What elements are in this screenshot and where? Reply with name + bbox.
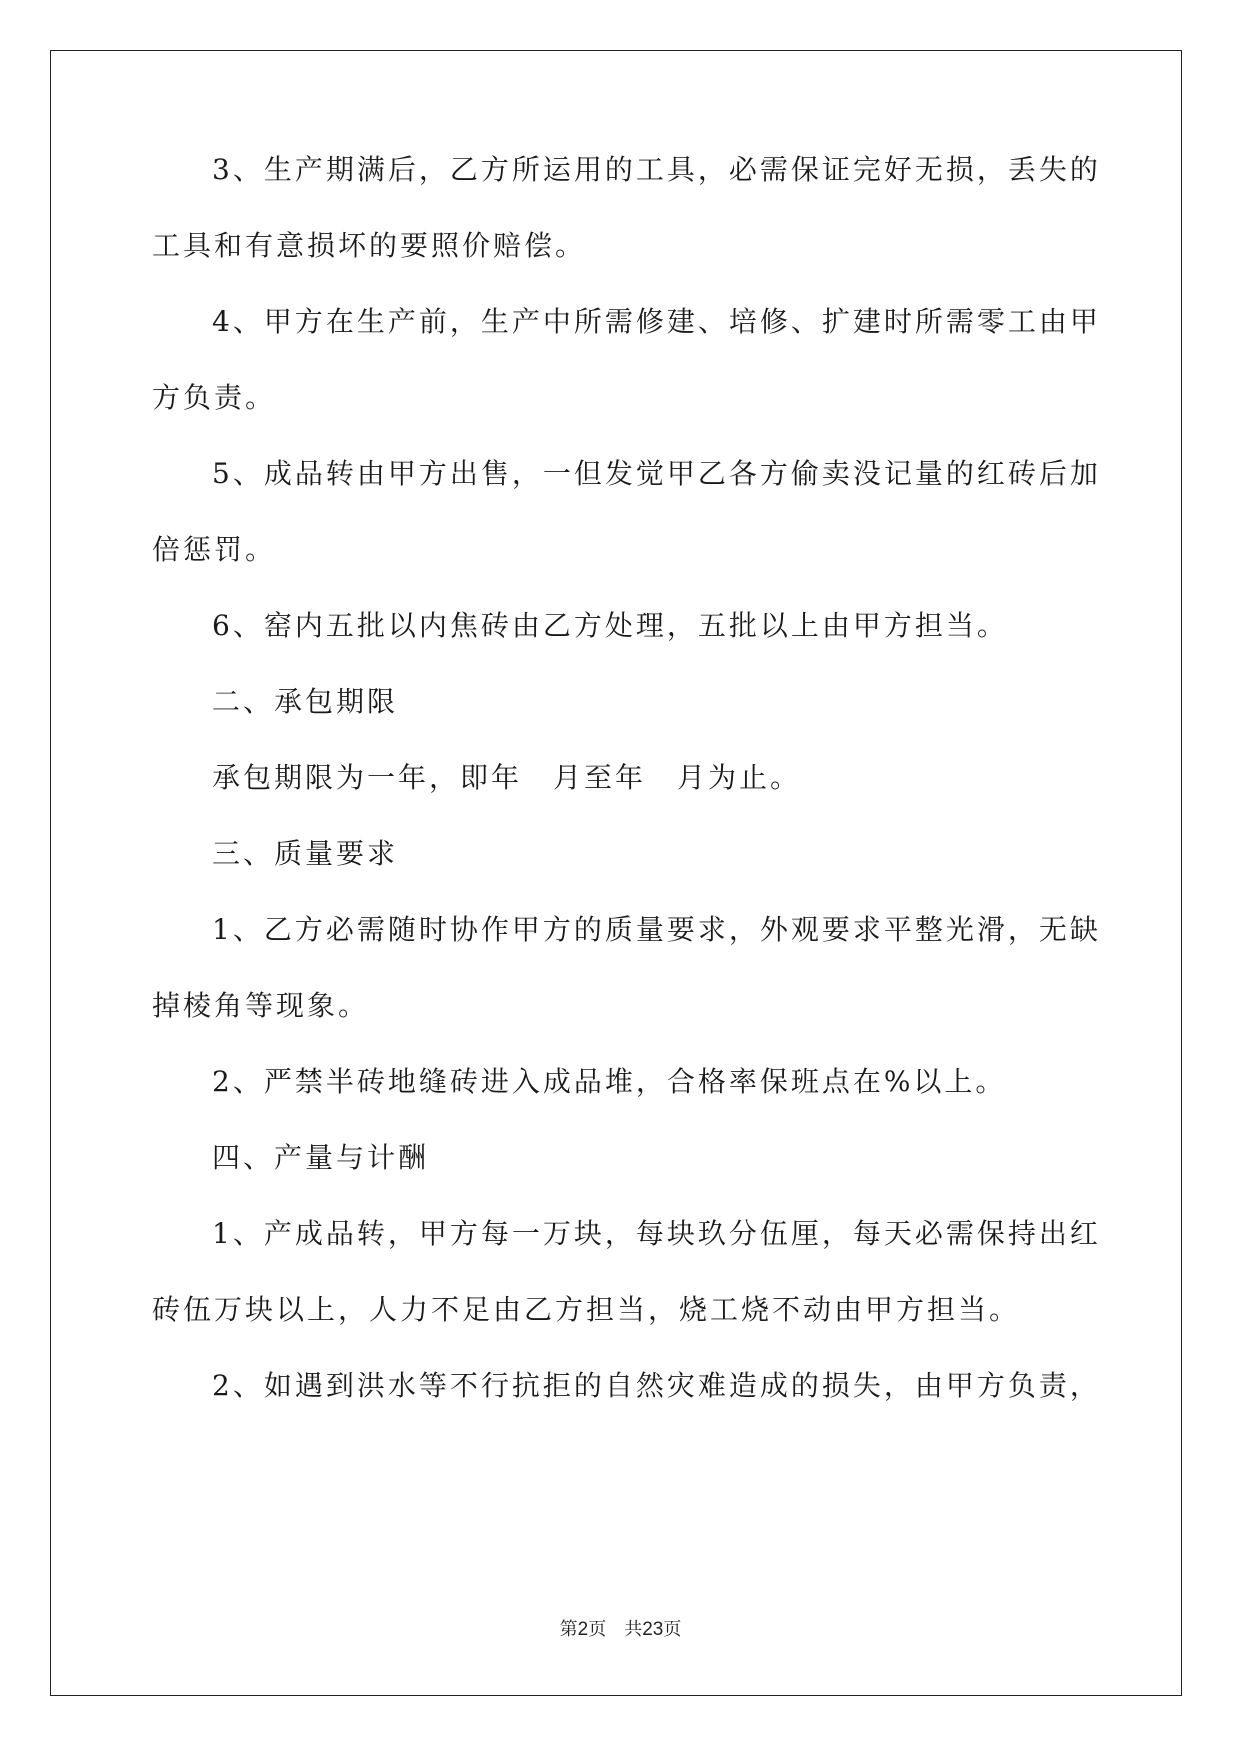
paragraph-line: 方负责。 xyxy=(152,381,277,414)
footer-prefix: 第 xyxy=(559,1619,578,1640)
paragraph-line: 5、成品转由甲方出售，一但发觉甲乙各方偷卖没记量的红砖后加 xyxy=(212,457,1101,490)
footer-page-suffix: 页 共 xyxy=(588,1619,643,1640)
paragraph-line: 1、乙方必需随时协作甲方的质量要求，外观要求平整光滑，无缺 xyxy=(212,913,1101,946)
paragraph-line: 掉棱角等现象。 xyxy=(152,989,370,1022)
paragraph-line: 工具和有意损坏的要照价赔偿。 xyxy=(152,229,587,262)
paragraph-line: 倍惩罚。 xyxy=(152,533,277,566)
paragraph-line: 1、产成品转，甲方每一万块，每块玖分伍厘，每天必需保持出红 xyxy=(212,1217,1101,1250)
paragraph-line: 2、如遇到洪水等不行抗拒的自然灾难造成的损失，由甲方负责， xyxy=(212,1369,1101,1402)
paragraph-line: 3、生产期满后，乙方所运用的工具，必需保证完好无损，丢失的 xyxy=(212,153,1101,186)
section-heading: 三、质量要求 xyxy=(212,837,399,870)
section-heading: 二、承包期限 xyxy=(212,685,399,718)
footer-total-suffix: 页 xyxy=(663,1619,682,1640)
section-heading: 四、产量与计酬 xyxy=(212,1141,430,1174)
paragraph-line: 2、严禁半砖地缝砖进入成品堆，合格率保班点在%以上。 xyxy=(212,1065,1007,1098)
paragraph-line: 6、窑内五批以内焦砖由乙方处理，五批以上由甲方担当。 xyxy=(212,609,1008,642)
paragraph-line: 4、甲方在生产前，生产中所需修建、培修、扩建时所需零工由甲 xyxy=(212,305,1101,338)
page-footer xyxy=(0,1618,1241,1642)
paragraph-line: 承包期限为一年，即年 月至年 月为止。 xyxy=(212,761,802,794)
current-page-number: 2 xyxy=(577,1619,589,1640)
total-page-count: 23 xyxy=(642,1619,664,1640)
paragraph-line: 砖伍万块以上，人力不足由乙方担当，烧工烧不动由甲方担当。 xyxy=(152,1293,1021,1326)
